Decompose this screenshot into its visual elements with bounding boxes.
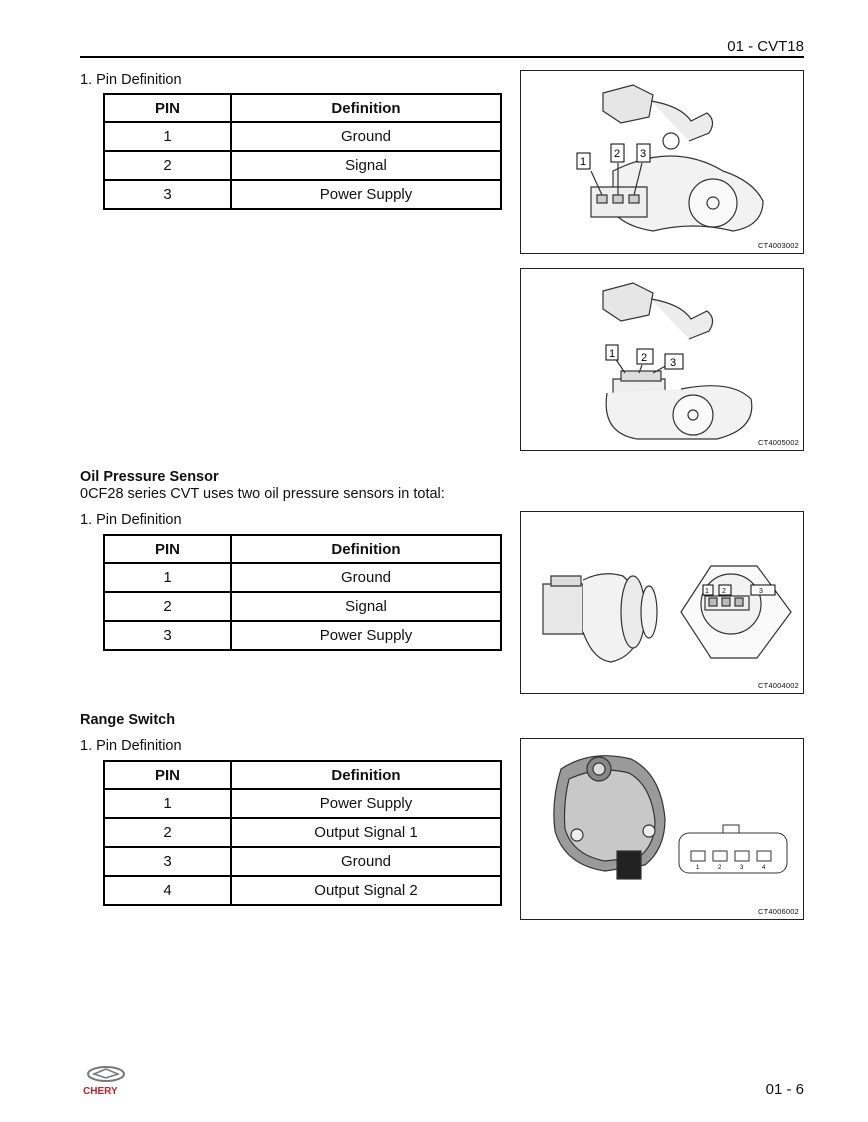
table-header-row (104, 94, 501, 122)
pin-cell: 3 (104, 180, 231, 209)
range-step: 1. Pin Definition (80, 738, 182, 754)
table-row (104, 563, 501, 592)
pin-cell: 1 (104, 789, 231, 818)
sensor1-step: 1. Pin Definition (80, 72, 182, 88)
oil-step: 1. Pin Definition (80, 512, 182, 528)
callout-1: 1 (705, 588, 709, 595)
pin-cell: 4 (104, 876, 231, 905)
table-row (104, 876, 501, 905)
col-definition-header: Definition (231, 761, 501, 789)
range-figure (520, 738, 804, 920)
pin-cell: 2 (104, 818, 231, 847)
pin-cell: 1 (104, 563, 231, 592)
table-header-row (104, 535, 501, 563)
figure-caption: CT4005002 (758, 438, 799, 447)
range-pin-table (103, 760, 502, 906)
header-rule (80, 56, 804, 58)
oil-section-description: 0CF28 series CVT uses two oil pressure sensors in total: (80, 486, 445, 502)
page-number: 01 - 6 (765, 1081, 804, 1098)
definition-cell: Signal (231, 592, 501, 621)
col-pin-header: PIN (104, 535, 231, 563)
callout-2: 2 (722, 588, 726, 595)
definition-cell: Power Supply (231, 789, 501, 818)
pin-label-1: 1 (696, 865, 700, 871)
pin-cell: 3 (104, 847, 231, 876)
pin-cell: 3 (104, 621, 231, 650)
figure-caption: CT4004002 (758, 681, 799, 690)
oil-pressure-sensor-illustration (521, 512, 803, 693)
pin-label-2: 2 (718, 865, 722, 871)
col-definition-header: Definition (231, 94, 501, 122)
col-pin-header: PIN (104, 94, 231, 122)
oil-pin-table (103, 534, 502, 651)
table-row (104, 621, 501, 650)
table-row (104, 818, 501, 847)
oil-figure (520, 511, 804, 694)
table-row (104, 122, 501, 151)
callout-3: 3 (759, 588, 763, 595)
range-switch-illustration (521, 739, 803, 919)
table-row (104, 180, 501, 209)
table-row (104, 592, 501, 621)
chery-logo (80, 1064, 136, 1098)
pin-label-4: 4 (762, 865, 766, 871)
oil-section-title: Oil Pressure Sensor (80, 469, 219, 485)
pin-cell: 1 (104, 122, 231, 151)
definition-cell: Ground (231, 122, 501, 151)
callout-3: 3 (640, 148, 647, 160)
figure-caption: CT4003002 (758, 241, 799, 250)
pin-label-3: 3 (740, 865, 744, 871)
figure-caption: CT4006002 (758, 907, 799, 916)
definition-cell: Output Signal 1 (231, 818, 501, 847)
sensor1-figure-top (520, 70, 804, 254)
sensor1-figure-bottom (520, 268, 804, 451)
col-pin-header: PIN (104, 761, 231, 789)
col-definition-header: Definition (231, 535, 501, 563)
brand-text: CHERY (83, 1086, 118, 1097)
callout-1: 1 (609, 348, 616, 360)
table-row (104, 789, 501, 818)
section-header: 01 - CVT18 (727, 38, 804, 55)
speed-sensor-illustration-2 (521, 269, 803, 450)
range-section-title: Range Switch (80, 712, 176, 728)
callout-3: 3 (670, 357, 677, 369)
sensor1-pin-table (103, 93, 502, 210)
callout-2: 2 (614, 148, 621, 160)
callout-1: 1 (580, 156, 587, 168)
definition-cell: Output Signal 2 (231, 876, 501, 905)
chery-logo-icon (80, 1064, 136, 1098)
table-header-row (104, 761, 501, 789)
definition-cell: Ground (231, 563, 501, 592)
table-row (104, 847, 501, 876)
callout-2: 2 (641, 352, 648, 364)
pin-cell: 2 (104, 151, 231, 180)
speed-sensor-illustration (521, 71, 803, 253)
table-row (104, 151, 501, 180)
definition-cell: Ground (231, 847, 501, 876)
pin-cell: 2 (104, 592, 231, 621)
definition-cell: Power Supply (231, 180, 501, 209)
definition-cell: Signal (231, 151, 501, 180)
definition-cell: Power Supply (231, 621, 501, 650)
